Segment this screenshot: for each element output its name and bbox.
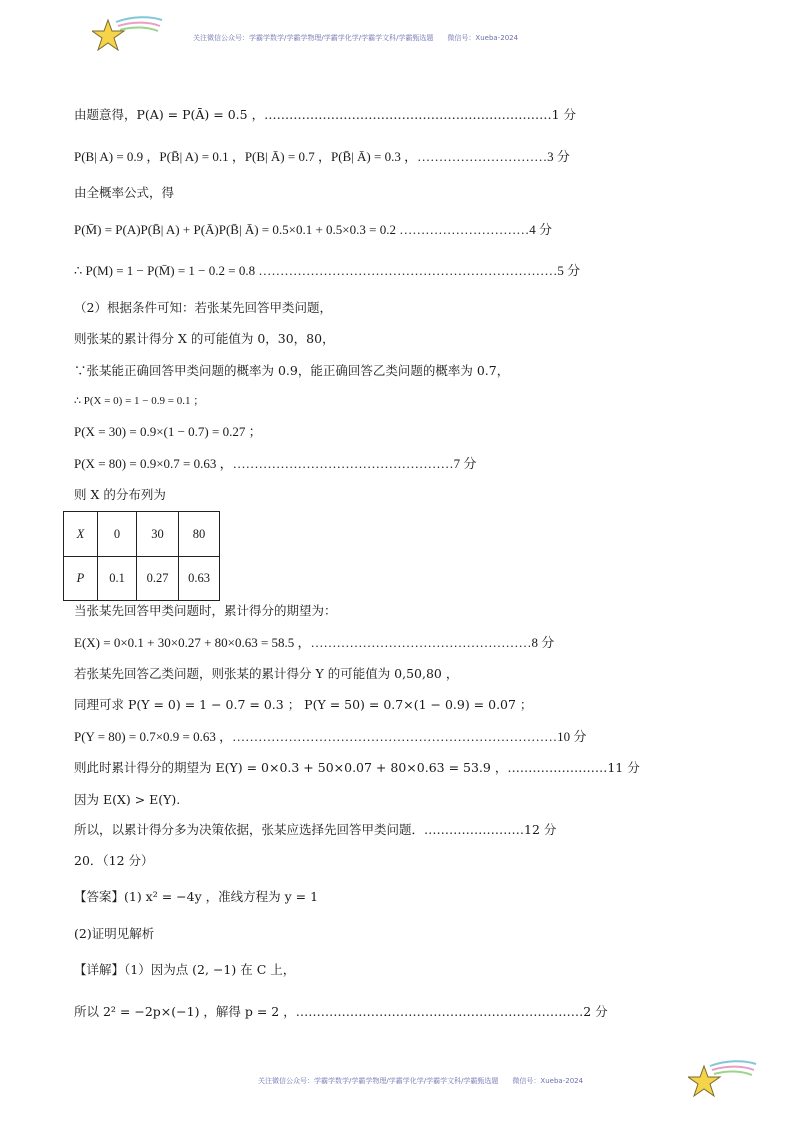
star-logo-icon	[688, 1058, 758, 1100]
line-1: 由题意得，P(A) = P(Ā) = 0.5 ，……………………………………………………………1 分	[74, 107, 577, 122]
line-17: P(Y = 80) = 0.7×0.9 = 0.63 ，…………………………………………………………………10 分	[74, 729, 587, 744]
line-15: 若张某先回答乙类问题，则张某的累计得分 Y 的可能值为 0,50,80 ，	[74, 666, 459, 681]
header-wechat: 微信号：Xueba-2024	[447, 34, 519, 42]
line-7: 则张某的累计得分 X 的可能值为 0，30，80，	[74, 331, 335, 346]
line-11: P(X = 80) = 0.9×0.7 = 0.63 ，……………………………………………7 分	[74, 456, 477, 471]
line-9: ∴ P(X = 0) = 1 − 0.9 = 0.1 ；	[74, 395, 205, 407]
table-cell: 30	[137, 512, 179, 557]
line-12: 则 X 的分布列为	[74, 487, 166, 502]
star-logo-icon	[92, 14, 164, 58]
distribution-table	[63, 511, 220, 601]
line-20: 所以，以累计得分多为决策依据，张某应选择先回答甲类问题．……………………12 分	[74, 822, 557, 837]
table-row	[64, 557, 220, 601]
line-23: (2)证明见解析	[74, 926, 155, 941]
table-cell: 0.27	[137, 557, 179, 601]
table-cell: 0	[98, 512, 137, 557]
table-cell: 0.1	[98, 557, 137, 601]
header-text: 关注微信公众号：学霸学数学/学霸学物理/学霸学化学/学霸学文科/学霸甄选题	[193, 34, 434, 42]
table-cell: 80	[179, 512, 220, 557]
line-18: 则此时累计得分的期望为 E(Y) = 0×0.3 + 50×0.07 + 80×0.63 = 53.9 ，……………………11 分	[74, 760, 640, 775]
footer-text: 关注微信公众号：学霸学数学/学霸学物理/学霸学化学/学霸学文科/学霸甄选题	[258, 1077, 499, 1085]
page-footer	[258, 1076, 583, 1086]
line-14: E(X) = 0×0.1 + 30×0.27 + 80×0.63 = 58.5 ，……………………………………………8 分	[74, 635, 555, 650]
table-row	[64, 512, 220, 557]
footer-wechat: 微信号：Xueba-2024	[512, 1077, 584, 1085]
page-header	[193, 33, 518, 43]
line-22: 【答案】(1) x² = −4y ，准线方程为 y = 1	[74, 889, 319, 904]
line-19: 因为 E(X) > E(Y).	[74, 792, 181, 807]
table-cell: P	[64, 557, 98, 601]
line-16: 同理可求 P(Y = 0) = 1 − 0.7 = 0.3 ； P(Y = 50) = 0.7×(1 − 0.9) = 0.07 ；	[74, 697, 533, 712]
line-10: P(X = 30) = 0.9×(1 − 0.7) = 0.27 ；	[74, 424, 262, 439]
line-21: 20．（12 分）	[74, 853, 154, 868]
table-cell: 0.63	[179, 557, 220, 601]
line-6: （2）根据条件可知：若张某先回答甲类问题，	[74, 300, 332, 315]
line-13: 当张某先回答甲类问题时，累计得分的期望为：	[74, 603, 337, 618]
line-3: 由全概率公式，得	[74, 185, 175, 200]
line-4: P(M̄) = P(A)P(B̄| A) + P(Ā)P(B̄| Ā) = 0.5×0.1 + 0.5×0.3 = 0.2 …………………………4 分	[74, 222, 552, 237]
line-5: ∴ P(M) = 1 − P(M̄) = 1 − 0.2 = 0.8 ……………………………………………………………5 分	[74, 263, 581, 278]
line-25: 所以 2² = −2p×(−1) ，解得 p = 2 ，……………………………………………………………2 分	[74, 1004, 608, 1019]
table-cell: X	[64, 512, 98, 557]
line-8: ∵张某能正确回答甲类问题的概率为 0.9，能正确回答乙类问题的概率为 0.7，	[74, 363, 510, 378]
line-2: P(B| A) = 0.9 ，P(B̄| A) = 0.1 ，P(B| Ā) = 0.7 ，P(B̄| Ā) = 0.3 ，…………………………3 分	[74, 149, 570, 164]
line-24: 【详解】（1）因为点 (2, −1) 在 C 上，	[74, 962, 296, 977]
